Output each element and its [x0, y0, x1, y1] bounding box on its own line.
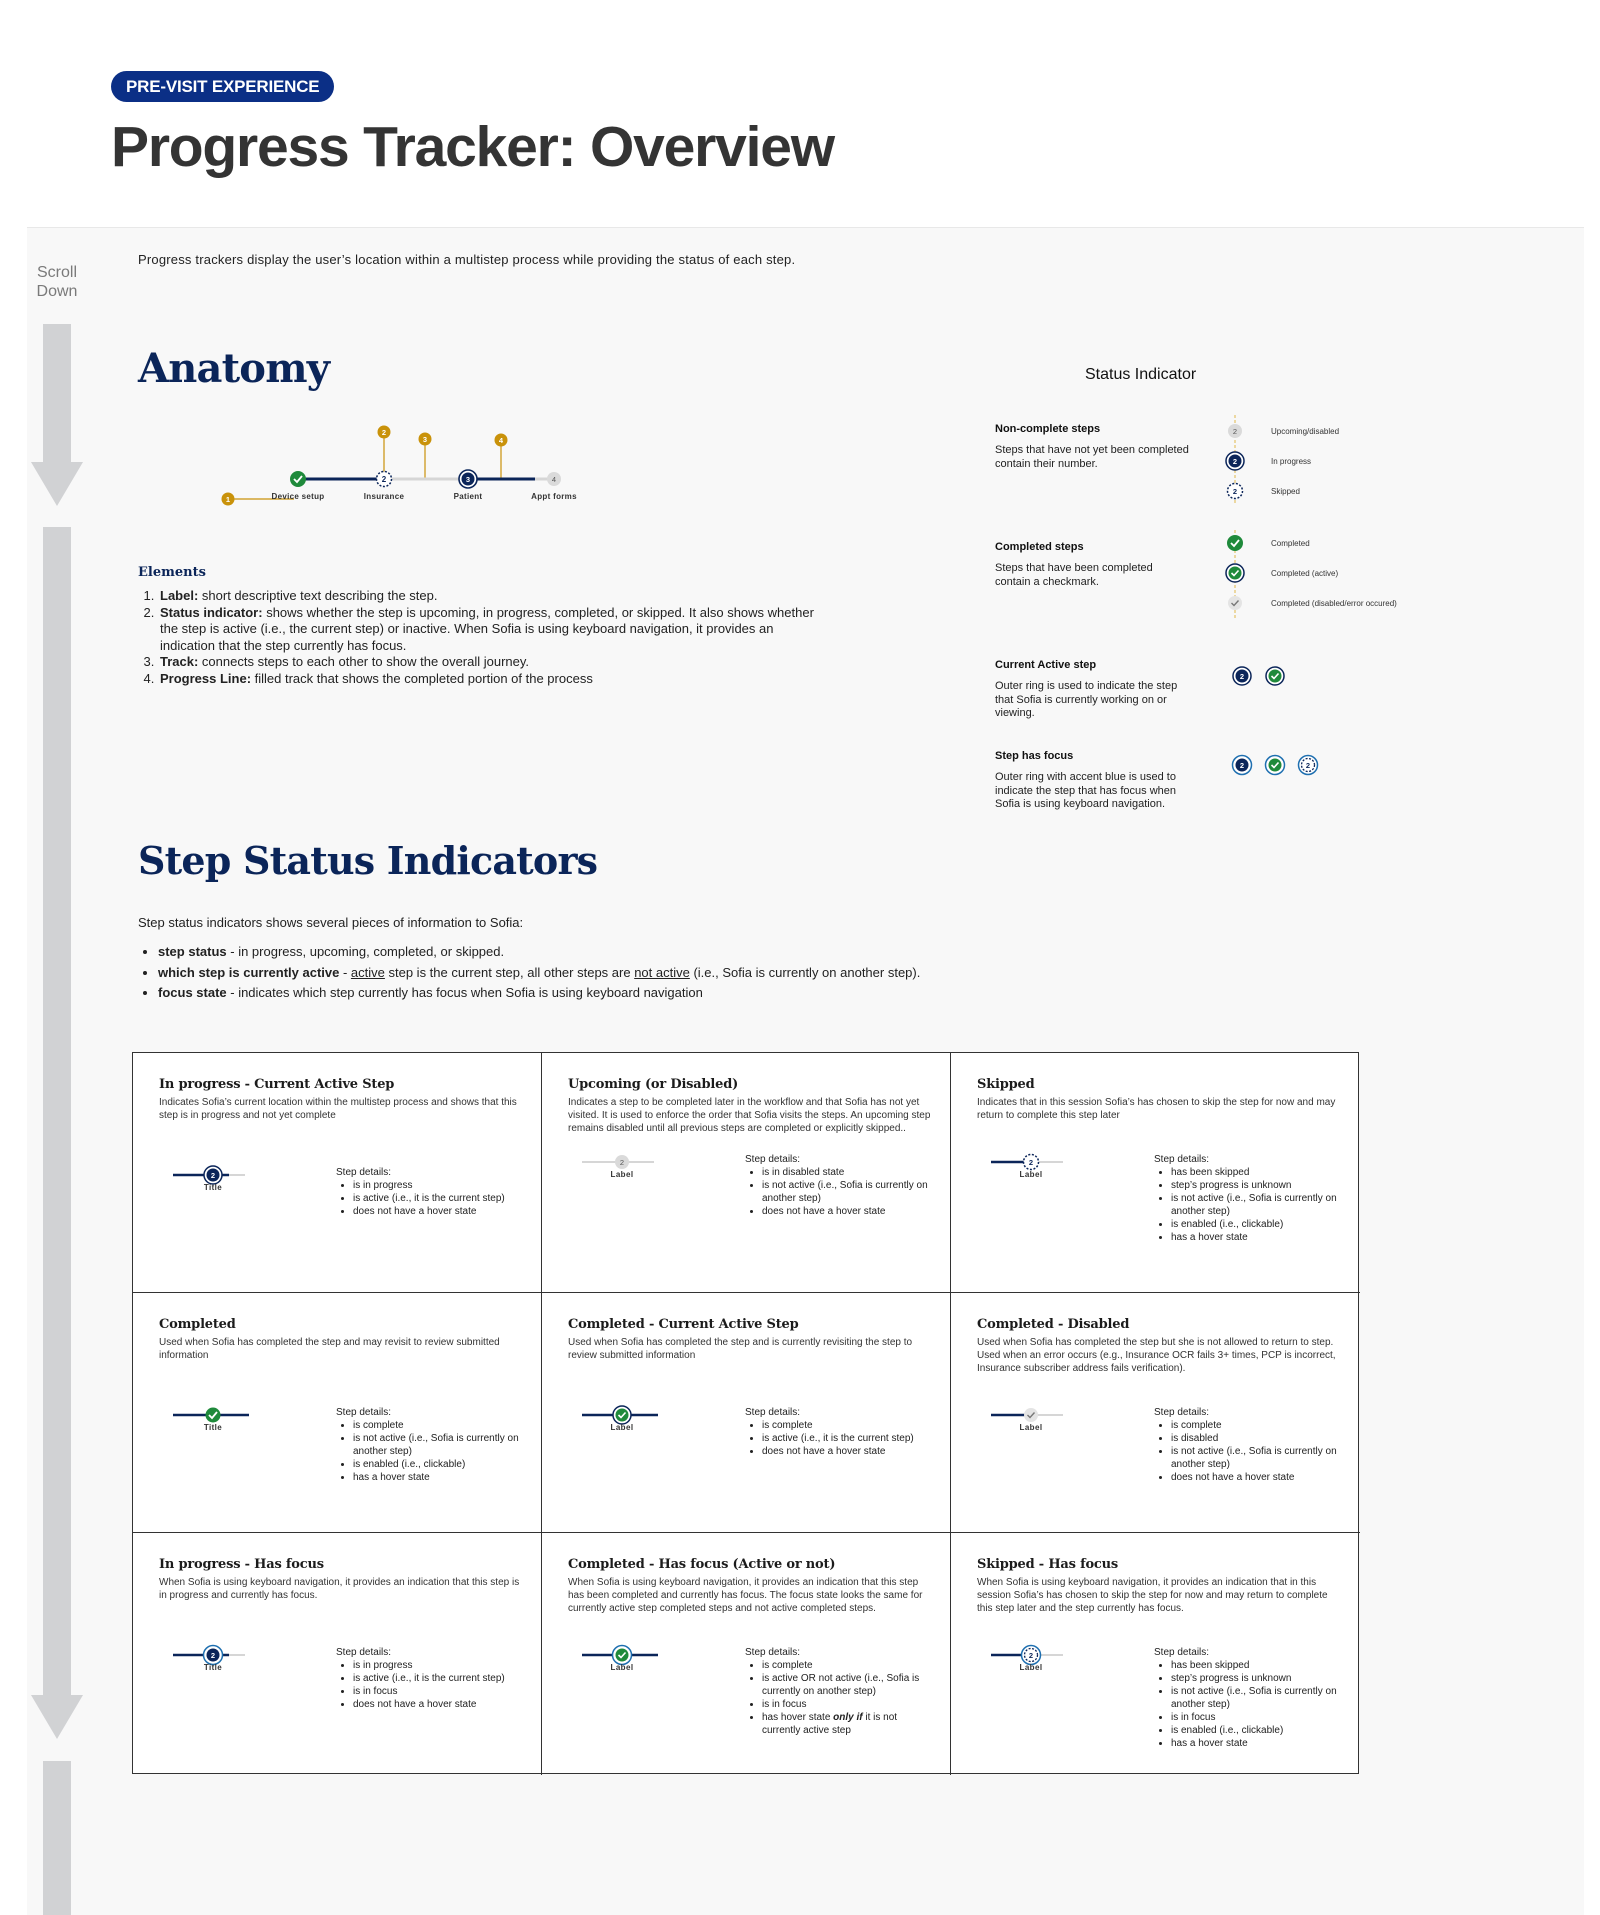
element-term: Status indicator: [160, 604, 263, 620]
card-in-progress-active [133, 1053, 542, 1293]
card-title: Upcoming (or Disabled) [568, 1077, 739, 1092]
card-title: In progress - Has focus [159, 1557, 324, 1572]
elements-heading: Elements [138, 565, 206, 580]
card-upcoming [542, 1053, 951, 1293]
card-title: Completed - Current Active Step [568, 1317, 799, 1332]
scroll-arrow-shaft [43, 324, 71, 464]
detail-item: • has been skipped [1171, 1659, 1344, 1672]
card-desc: Indicates a step to be completed later in the workflow and that Sofia has not yet visited. It is used to enforce the order that Sofia visits the steps. An upcoming step remains disabled until all previous steps are completed or explicitly skipped.. [568, 1097, 931, 1134]
svg-text:3: 3 [422, 435, 428, 444]
callout-1-icon [222, 493, 235, 506]
detail-item: • is not active (i.e., Sofia is currently on another step) [1171, 1685, 1344, 1711]
element-term: Label: [160, 588, 199, 603]
skipped-icon [1024, 1155, 1039, 1170]
step-completed-icon [290, 471, 306, 487]
card-completed-disabled [951, 1293, 1360, 1533]
detail-item: • is active OR not active (i.e., Sofia is currently on another step) [762, 1672, 935, 1698]
card-desc: Indicates Sofia’s current location within the multistep process and shows that this step is in progress and not yet complete [159, 1097, 517, 1121]
element-term: Progress Line: [160, 670, 252, 686]
card-title: Skipped [977, 1077, 1035, 1092]
details-label: Step details: [336, 1647, 392, 1658]
svg-text:2: 2 [619, 1158, 625, 1167]
completed-active-icon [1226, 564, 1244, 582]
detail-item: • is in focus [1171, 1711, 1344, 1724]
step-label: Patient [453, 492, 483, 501]
status-caption: Completed (disabled/error occured) [1271, 599, 1397, 608]
details-label: Step details: [1154, 1407, 1210, 1418]
in-progress-focus-icon [1233, 756, 1252, 775]
step-details [1154, 1406, 1344, 1484]
detail-item: • is not active (i.e., Sofia is currently on another step) [762, 1179, 935, 1205]
detail-item: • has a hover state [1171, 1737, 1344, 1750]
detail-item: • has hover state only if it is not currently active step [762, 1711, 935, 1737]
detail-item: • is enabled (i.e., clickable) [1171, 1218, 1344, 1231]
card-completed [133, 1293, 542, 1533]
detail-item: • does not have a hover state [762, 1445, 935, 1458]
scroll-arrow-shaft [43, 1761, 71, 1915]
status-group-heading: Current Active step [995, 659, 1097, 671]
step-label: Device setup [271, 492, 325, 501]
step-number: 4 [551, 475, 557, 484]
card-title: Completed - Has focus (Active or not) [568, 1557, 836, 1572]
step-details [336, 1406, 526, 1484]
svg-text:2: 2 [1028, 1651, 1034, 1660]
mini-step-label: Label [610, 1423, 634, 1432]
detail-item: • does not have a hover state [762, 1205, 935, 1218]
mini-step-label: Title [203, 1423, 223, 1432]
skipped-focus-icon [1022, 1646, 1041, 1665]
list-item: • which step is currently active - active step is the current step, all other steps are not active (i.e., Sofia is currently on another step). [158, 963, 1088, 984]
completed-active-icon [613, 1406, 631, 1424]
list-item: • step status - in progress, upcoming, completed, or skipped. [158, 942, 1088, 963]
detail-item: • is disabled [1171, 1432, 1344, 1445]
status-group-heading: Completed steps [995, 541, 1084, 553]
scroll-label-line2: Down [36, 283, 78, 300]
details-label: Step details: [745, 1407, 801, 1418]
completed-disabled-icon [1228, 596, 1242, 610]
card-desc: Used when Sofia has completed the step and is currently revisiting the step to review submitted information [568, 1337, 913, 1361]
completed-disabled-icon [1024, 1408, 1038, 1422]
card-completed-active [542, 1293, 951, 1533]
scroll-arrow-down-icon [31, 462, 83, 506]
list-item [158, 605, 818, 655]
step-details [336, 1166, 526, 1218]
status-caption: Completed [1271, 539, 1310, 548]
card-title: Completed - Disabled [977, 1317, 1130, 1332]
status-group-heading: Step has focus [995, 750, 1074, 762]
detail-item: • is in progress [353, 1179, 526, 1192]
card-completed-focus [542, 1533, 951, 1775]
upcoming-icon [615, 1155, 629, 1169]
status-group-desc: Steps that have not yet been completed contain their number. [995, 444, 1189, 470]
status-caption: Upcoming/disabled [1271, 427, 1340, 436]
step-upcoming-icon [547, 472, 561, 486]
step-status-intro: Step status indicators shows several pieces of information to Sofia: [138, 915, 524, 930]
completed-icon [206, 1408, 221, 1423]
scroll-label-line1: Scroll [36, 264, 77, 281]
detail-item: • does not have a hover state [353, 1698, 526, 1711]
svg-text:4: 4 [498, 436, 504, 445]
page-title: Progress Tracker: Overview [111, 115, 834, 179]
anatomy-heading: Anatomy [138, 345, 330, 392]
svg-text:2: 2 [210, 1651, 216, 1660]
elements-list [138, 588, 818, 687]
step-label: Insurance [363, 492, 405, 501]
card-desc: Used when Sofia has completed the step but she is not allowed to return to step. Used when an error occurs (e.g., Insurance OCR fails 3+ times, PCP is incorrect, Insurance subscriber address fails verification). [977, 1337, 1336, 1374]
scroll-down-label [28, 263, 86, 301]
status-group-heading: Non-complete steps [995, 423, 1101, 435]
list-item: • focus state - indicates which step currently has focus when Sofia is using keyboard navigation [158, 983, 1088, 1004]
detail-item: • has been skipped [1171, 1166, 1344, 1179]
callout-2-icon [378, 426, 391, 439]
section-tag: PRE-VISIT EXPERIENCE [111, 71, 334, 102]
step-skipped-icon [377, 472, 392, 487]
step-details [745, 1646, 935, 1737]
element-text: short descriptive text describing the step. [198, 588, 438, 603]
scroll-arrow-shaft [43, 527, 71, 1697]
list-item [158, 588, 818, 605]
status-cards-grid [132, 1052, 1359, 1774]
detail-item: • is in progress [353, 1659, 526, 1672]
status-caption: Completed (active) [1271, 569, 1339, 578]
mini-step-label: Title [203, 1663, 223, 1672]
svg-text:2: 2 [1028, 1158, 1034, 1167]
card-desc: When Sofia is using keyboard navigation, it provides an indication that in this session Sofia’s has chosen to skip the step for now and may return to complete this step later and the step currently has focus. [977, 1577, 1328, 1614]
details-label: Step details: [1154, 1647, 1210, 1658]
completed-focus-icon [613, 1646, 632, 1665]
status-caption: Skipped [1271, 487, 1300, 496]
details-label: Step details: [745, 1647, 801, 1658]
step-label: Appt forms [531, 492, 577, 501]
list-item [158, 671, 818, 688]
element-text: shows whether the step is upcoming, in progress, completed, or skipped. It also shows whether the step is active (i.e., the current step) or inactive. When Sofia is using keyboard navigation, it provides an indication that the step currently has focus. [160, 604, 814, 653]
step-number: 3 [465, 475, 471, 484]
detail-item: • is not active (i.e., Sofia is currently on another step) [1171, 1192, 1344, 1218]
detail-item: • step’s progress is unknown [1171, 1179, 1344, 1192]
step-status-heading: Step Status Indicators [138, 838, 598, 883]
mini-step-label: Label [1019, 1170, 1043, 1179]
scroll-arrow-down-icon [31, 1695, 83, 1739]
detail-item: • is not active (i.e., Sofia is currently on another step) [353, 1432, 526, 1458]
step-details [1154, 1646, 1344, 1750]
current-active-icons [1230, 664, 1290, 688]
detail-item: • is active (i.e., it is the current step) [762, 1432, 935, 1445]
svg-text:2: 2 [1305, 761, 1311, 770]
detail-item: • is enabled (i.e., clickable) [1171, 1724, 1344, 1737]
skipped-focus-icon [1299, 756, 1318, 775]
completed-focus-icon [1266, 756, 1285, 775]
detail-item: • is active (i.e., it is the current step) [353, 1672, 526, 1685]
card-title: Completed [159, 1317, 236, 1332]
mini-step-label: Label [1019, 1423, 1043, 1432]
svg-text:2: 2 [1232, 427, 1238, 436]
status-group-desc: Outer ring is used to indicate the step that Sofia is currently working on or viewing. [995, 680, 1178, 719]
status-indicator-title: Status Indicator [1085, 366, 1197, 383]
card-skipped [951, 1053, 1360, 1293]
detail-item: • is in disabled state [762, 1166, 935, 1179]
mini-step-label: Label [1019, 1663, 1043, 1672]
card-desc: When Sofia is using keyboard navigation, it provides an indication that this step is in progress and currently has focus. [159, 1577, 520, 1601]
card-in-progress-focus [133, 1533, 542, 1775]
status-group-desc: Outer ring with accent blue is used to indicate the step that has focus when Sofia is using keyboard navigation. [995, 771, 1177, 810]
detail-item: • is complete [1171, 1419, 1344, 1432]
card-desc: When Sofia is using keyboard navigation, it provides an indication that this step has been completed and currently has focus. The focus state looks the same for currently active step completed steps and not active completed steps. [568, 1577, 923, 1614]
in-progress-icon [1233, 667, 1251, 685]
svg-text:2: 2 [1232, 457, 1238, 466]
svg-text:1: 1 [225, 495, 231, 504]
svg-text:2: 2 [1232, 487, 1238, 496]
callout-3-icon [419, 433, 432, 446]
anatomy-diagram [200, 420, 600, 520]
status-group-desc: Steps that have been completed contain a checkmark. [995, 562, 1153, 588]
detail-item: • has a hover state [1171, 1231, 1344, 1244]
step-in-progress-icon [459, 470, 477, 488]
list-item [158, 654, 818, 671]
mini-step-label: Label [610, 1663, 634, 1672]
card-skipped-focus [951, 1533, 1360, 1775]
detail-item: • is complete [353, 1419, 526, 1432]
svg-text:2: 2 [1239, 672, 1245, 681]
status-caption: In progress [1271, 457, 1312, 466]
detail-item: • is in focus [353, 1685, 526, 1698]
detail-item: • step’s progress is unknown [1171, 1672, 1344, 1685]
card-title: In progress - Current Active Step [159, 1077, 395, 1092]
step-details [745, 1406, 935, 1458]
detail-item: • has a hover state [353, 1471, 526, 1484]
in-progress-icon [204, 1166, 222, 1184]
svg-text:2: 2 [381, 428, 387, 437]
in-progress-icon [1226, 452, 1244, 470]
element-term: Track: [160, 654, 199, 669]
detail-item: • is complete [762, 1419, 935, 1432]
element-text: connects steps to each other to show the overall journey. [198, 654, 530, 669]
detail-item: • is not active (i.e., Sofia is currently on another step) [1171, 1445, 1344, 1471]
card-desc: Used when Sofia has completed the step and may revisit to review submitted information [159, 1337, 500, 1361]
step-status-list [138, 942, 1088, 1004]
step-details [1154, 1153, 1344, 1244]
detail-item: • is complete [762, 1659, 935, 1672]
in-progress-focus-icon [204, 1646, 223, 1665]
completed-icon [1227, 535, 1243, 551]
details-label: Step details: [745, 1154, 801, 1165]
details-label: Step details: [336, 1407, 392, 1418]
intro-text: Progress trackers display the user’s location within a multistep process while providing the status of each step. [138, 252, 796, 267]
detail-item: • is in focus [762, 1698, 935, 1711]
card-title: Skipped - Has focus [977, 1557, 1119, 1572]
status-indicator-column [1225, 415, 1345, 625]
svg-text:2: 2 [1239, 761, 1245, 770]
completed-active-icon [1266, 667, 1284, 685]
step-details [745, 1153, 935, 1218]
details-label: Step details: [1154, 1154, 1210, 1165]
element-text: filled track that shows the completed portion of the process [251, 670, 593, 686]
card-desc: Indicates that in this session Sofia’s has chosen to skip the step for now and may return to complete this step later [977, 1097, 1336, 1121]
skipped-icon [1228, 484, 1243, 499]
detail-item: • is enabled (i.e., clickable) [353, 1458, 526, 1471]
svg-text:2: 2 [210, 1171, 216, 1180]
mini-step-label: Title [203, 1183, 223, 1192]
detail-item: • is active (i.e., it is the current step) [353, 1192, 526, 1205]
upcoming-icon [1228, 424, 1242, 438]
mini-step-label: Label [610, 1170, 634, 1179]
detail-item: • does not have a hover state [353, 1205, 526, 1218]
step-number: 2 [381, 475, 387, 484]
detail-item: • does not have a hover state [1171, 1471, 1344, 1484]
step-details [336, 1646, 526, 1711]
callout-4-icon [495, 434, 508, 447]
details-label: Step details: [336, 1167, 392, 1178]
focus-icons [1230, 753, 1325, 777]
